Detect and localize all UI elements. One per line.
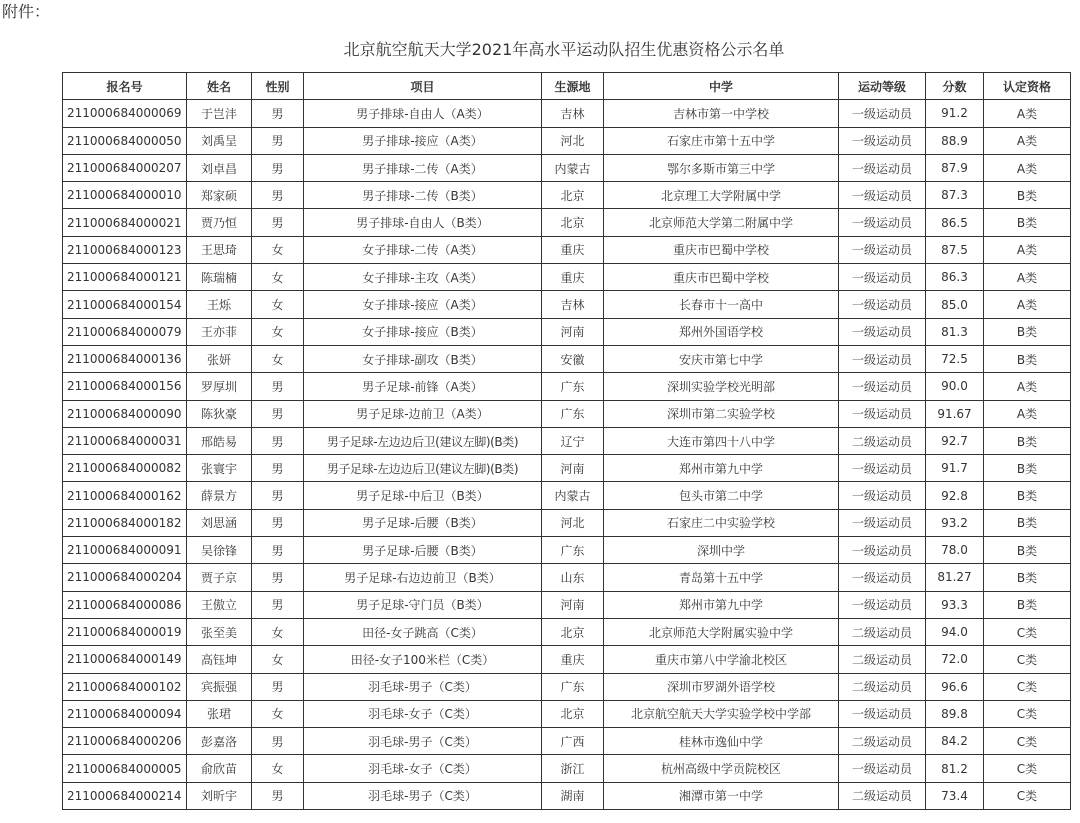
- athlete-level-cell: 一级运动员: [839, 100, 926, 127]
- name-cell: 俞欣苗: [187, 755, 252, 782]
- event-cell: 男子足球-前锋（A类）: [304, 373, 542, 400]
- table-row: [63, 673, 1071, 700]
- gender-cell: 男: [252, 182, 304, 209]
- gender-cell: 男: [252, 100, 304, 127]
- column-header-qualification: 认定资格: [984, 73, 1071, 100]
- school-cell: 重庆市第八中学渝北校区: [604, 646, 839, 673]
- reg-no-cell: 211000684000156: [63, 373, 187, 400]
- name-cell: 王傲立: [187, 591, 252, 618]
- athlete-level-cell: 一级运动员: [839, 400, 926, 427]
- gender-cell: 女: [252, 618, 304, 645]
- name-cell: 宾振强: [187, 673, 252, 700]
- reg-no-cell: 211000684000121: [63, 264, 187, 291]
- reg-no-cell: 211000684000069: [63, 100, 187, 127]
- origin-cell: 安徽: [542, 345, 604, 372]
- score-cell: 72.5: [926, 345, 984, 372]
- score-cell: 92.7: [926, 427, 984, 454]
- qualification-cell: A类: [984, 291, 1071, 318]
- gender-cell: 女: [252, 318, 304, 345]
- origin-cell: 河南: [542, 318, 604, 345]
- score-cell: 92.8: [926, 482, 984, 509]
- column-header-origin: 生源地: [542, 73, 604, 100]
- school-cell: 吉林市第一中学校: [604, 100, 839, 127]
- athlete-level-cell: 一级运动员: [839, 591, 926, 618]
- origin-cell: 河南: [542, 591, 604, 618]
- athlete-level-cell: 一级运动员: [839, 564, 926, 591]
- school-cell: 桂林市逸仙中学: [604, 728, 839, 755]
- qualification-cell: B类: [984, 591, 1071, 618]
- qualification-cell: C类: [984, 673, 1071, 700]
- table-row: [63, 537, 1071, 564]
- origin-cell: 重庆: [542, 264, 604, 291]
- event-cell: 男子排球-自由人（B类）: [304, 209, 542, 236]
- table-row: [63, 100, 1071, 127]
- athlete-level-cell: 二级运动员: [839, 427, 926, 454]
- athlete-level-cell: 一级运动员: [839, 209, 926, 236]
- qualification-cell: B类: [984, 182, 1071, 209]
- table-row: [63, 455, 1071, 482]
- athlete-level-cell: 二级运动员: [839, 673, 926, 700]
- qualification-cell: B类: [984, 509, 1071, 536]
- score-cell: 88.9: [926, 127, 984, 154]
- school-cell: 青岛第十五中学: [604, 564, 839, 591]
- qualification-cell: B类: [984, 318, 1071, 345]
- score-cell: 85.0: [926, 291, 984, 318]
- athlete-level-cell: 一级运动员: [839, 482, 926, 509]
- name-cell: 吴徐锋: [187, 537, 252, 564]
- reg-no-cell: 211000684000204: [63, 564, 187, 591]
- name-cell: 彭嘉洛: [187, 728, 252, 755]
- origin-cell: 重庆: [542, 236, 604, 263]
- origin-cell: 吉林: [542, 291, 604, 318]
- reg-no-cell: 211000684000149: [63, 646, 187, 673]
- table-row: [63, 236, 1071, 263]
- athlete-level-cell: 一级运动员: [839, 182, 926, 209]
- origin-cell: 广东: [542, 400, 604, 427]
- name-cell: 高钰坤: [187, 646, 252, 673]
- column-header-reg-no: 报名号: [63, 73, 187, 100]
- school-cell: 深圳市第二实验学校: [604, 400, 839, 427]
- athlete-level-cell: 一级运动员: [839, 291, 926, 318]
- athlete-level-cell: 一级运动员: [839, 509, 926, 536]
- score-cell: 72.0: [926, 646, 984, 673]
- qualification-cell: C类: [984, 782, 1071, 809]
- gender-cell: 女: [252, 646, 304, 673]
- score-cell: 93.3: [926, 591, 984, 618]
- table-row: [63, 427, 1071, 454]
- school-cell: 包头市第二中学: [604, 482, 839, 509]
- origin-cell: 辽宁: [542, 427, 604, 454]
- table-row: [63, 564, 1071, 591]
- reg-no-cell: 211000684000162: [63, 482, 187, 509]
- school-cell: 鄂尔多斯市第三中学: [604, 154, 839, 181]
- reg-no-cell: 211000684000019: [63, 618, 187, 645]
- reg-no-cell: 211000684000082: [63, 455, 187, 482]
- event-cell: 男子排球-接应（A类）: [304, 127, 542, 154]
- athlete-level-cell: 一级运动员: [839, 345, 926, 372]
- school-cell: 湘潭市第一中学: [604, 782, 839, 809]
- school-cell: 郑州市第九中学: [604, 455, 839, 482]
- gender-cell: 男: [252, 564, 304, 591]
- table-row: [63, 509, 1071, 536]
- score-cell: 90.0: [926, 373, 984, 400]
- reg-no-cell: 211000684000091: [63, 537, 187, 564]
- gender-cell: 男: [252, 728, 304, 755]
- document-title: 北京航空航天大学2021年高水平运动队招生优惠资格公示名单: [343, 40, 785, 59]
- qualification-cell: A类: [984, 127, 1071, 154]
- score-cell: 81.27: [926, 564, 984, 591]
- athlete-level-cell: 二级运动员: [839, 618, 926, 645]
- qualification-cell: B类: [984, 209, 1071, 236]
- origin-cell: 内蒙古: [542, 154, 604, 181]
- origin-cell: 北京: [542, 618, 604, 645]
- reg-no-cell: 211000684000154: [63, 291, 187, 318]
- name-cell: 陈狄豪: [187, 400, 252, 427]
- gender-cell: 男: [252, 400, 304, 427]
- school-cell: 深圳中学: [604, 537, 839, 564]
- reg-no-cell: 211000684000005: [63, 755, 187, 782]
- name-cell: 罗厚圳: [187, 373, 252, 400]
- column-header-school: 中学: [604, 73, 839, 100]
- athlete-level-cell: 一级运动员: [839, 264, 926, 291]
- table-row: [63, 728, 1071, 755]
- event-cell: 羽毛球-男子（C类）: [304, 673, 542, 700]
- column-header-name: 姓名: [187, 73, 252, 100]
- school-cell: 深圳市罗湖外语学校: [604, 673, 839, 700]
- score-cell: 78.0: [926, 537, 984, 564]
- gender-cell: 女: [252, 236, 304, 263]
- school-cell: 石家庄二中实验学校: [604, 509, 839, 536]
- gender-cell: 男: [252, 209, 304, 236]
- qualification-cell: C类: [984, 700, 1071, 727]
- event-cell: 男子排球-二传（B类）: [304, 182, 542, 209]
- qualification-cell: B类: [984, 455, 1071, 482]
- reg-no-cell: 211000684000021: [63, 209, 187, 236]
- table-row: [63, 318, 1071, 345]
- athlete-level-cell: 二级运动员: [839, 782, 926, 809]
- origin-cell: 广东: [542, 673, 604, 700]
- origin-cell: 浙江: [542, 755, 604, 782]
- event-cell: 田径-女子100米栏（C类）: [304, 646, 542, 673]
- athlete-level-cell: 一级运动员: [839, 154, 926, 181]
- reg-no-cell: 211000684000050: [63, 127, 187, 154]
- score-cell: 89.8: [926, 700, 984, 727]
- athlete-level-cell: 二级运动员: [839, 728, 926, 755]
- school-cell: 安庆市第七中学: [604, 345, 839, 372]
- gender-cell: 男: [252, 673, 304, 700]
- name-cell: 王亦菲: [187, 318, 252, 345]
- name-cell: 王烁: [187, 291, 252, 318]
- athlete-level-cell: 一级运动员: [839, 455, 926, 482]
- qualification-cell: C类: [984, 618, 1071, 645]
- qualification-cell: A类: [984, 373, 1071, 400]
- event-cell: 田径-女子跳高（C类）: [304, 618, 542, 645]
- reg-no-cell: 211000684000010: [63, 182, 187, 209]
- score-cell: 87.9: [926, 154, 984, 181]
- gender-cell: 男: [252, 537, 304, 564]
- name-cell: 邢皓易: [187, 427, 252, 454]
- table-row: [63, 291, 1071, 318]
- event-cell: 女子排球-二传（A类）: [304, 236, 542, 263]
- event-cell: 羽毛球-女子（C类）: [304, 700, 542, 727]
- name-cell: 张妍: [187, 345, 252, 372]
- school-cell: 深圳实验学校光明部: [604, 373, 839, 400]
- school-cell: 石家庄市第十五中学: [604, 127, 839, 154]
- gender-cell: 女: [252, 291, 304, 318]
- table-row: [63, 400, 1071, 427]
- gender-cell: 男: [252, 782, 304, 809]
- school-cell: 北京师范大学第二附属中学: [604, 209, 839, 236]
- name-cell: 张寰宇: [187, 455, 252, 482]
- reg-no-cell: 211000684000182: [63, 509, 187, 536]
- gender-cell: 女: [252, 264, 304, 291]
- qualification-cell: C类: [984, 728, 1071, 755]
- qualification-cell: C类: [984, 646, 1071, 673]
- column-header-gender: 性别: [252, 73, 304, 100]
- name-cell: 贾乃恒: [187, 209, 252, 236]
- athlete-level-cell: 一级运动员: [839, 373, 926, 400]
- score-cell: 91.7: [926, 455, 984, 482]
- score-cell: 94.0: [926, 618, 984, 645]
- qualification-cell: A类: [984, 264, 1071, 291]
- column-header-athlete-level: 运动等级: [839, 73, 926, 100]
- school-cell: 大连市第四十八中学: [604, 427, 839, 454]
- origin-cell: 广东: [542, 537, 604, 564]
- event-cell: 女子排球-副攻（B类）: [304, 345, 542, 372]
- qualification-cell: A类: [984, 400, 1071, 427]
- gender-cell: 女: [252, 700, 304, 727]
- reg-no-cell: 211000684000136: [63, 345, 187, 372]
- event-cell: 男子排球-二传（A类）: [304, 154, 542, 181]
- origin-cell: 吉林: [542, 100, 604, 127]
- event-cell: 男子足球-后腰（B类）: [304, 509, 542, 536]
- qualification-cell: B类: [984, 537, 1071, 564]
- athlete-level-cell: 一级运动员: [839, 318, 926, 345]
- event-cell: 男子足球-后腰（B类）: [304, 537, 542, 564]
- table-row: [63, 646, 1071, 673]
- reg-no-cell: 211000684000086: [63, 591, 187, 618]
- athlete-level-cell: 一级运动员: [839, 700, 926, 727]
- score-cell: 93.2: [926, 509, 984, 536]
- origin-cell: 北京: [542, 700, 604, 727]
- name-cell: 王思琦: [187, 236, 252, 263]
- table-row: [63, 373, 1071, 400]
- origin-cell: 北京: [542, 182, 604, 209]
- table-row: [63, 700, 1071, 727]
- name-cell: 张珺: [187, 700, 252, 727]
- score-cell: 87.5: [926, 236, 984, 263]
- gender-cell: 男: [252, 373, 304, 400]
- gender-cell: 男: [252, 154, 304, 181]
- school-cell: 郑州市第九中学: [604, 591, 839, 618]
- score-cell: 86.3: [926, 264, 984, 291]
- gender-cell: 男: [252, 127, 304, 154]
- score-cell: 73.4: [926, 782, 984, 809]
- qualification-cell: C类: [984, 755, 1071, 782]
- score-cell: 96.6: [926, 673, 984, 700]
- score-cell: 81.3: [926, 318, 984, 345]
- event-cell: 男子足球-右边边前卫（B类）: [304, 564, 542, 591]
- qualification-cell: B类: [984, 482, 1071, 509]
- reg-no-cell: 211000684000207: [63, 154, 187, 181]
- school-cell: 长春市十一高中: [604, 291, 839, 318]
- reg-no-cell: 211000684000123: [63, 236, 187, 263]
- name-cell: 刘思涵: [187, 509, 252, 536]
- gender-cell: 男: [252, 482, 304, 509]
- table-row: [63, 264, 1071, 291]
- event-cell: 女子排球-接应（A类）: [304, 291, 542, 318]
- athlete-level-cell: 一级运动员: [839, 755, 926, 782]
- qualification-cell: A类: [984, 236, 1071, 263]
- event-cell: 男子足球-左边边后卫(建议左脚)(B类): [304, 455, 542, 482]
- gender-cell: 男: [252, 591, 304, 618]
- name-cell: 陈瑞楠: [187, 264, 252, 291]
- gender-cell: 男: [252, 455, 304, 482]
- school-cell: 杭州高级中学贡院校区: [604, 755, 839, 782]
- name-cell: 刘卓昌: [187, 154, 252, 181]
- qualification-cell: A类: [984, 100, 1071, 127]
- event-cell: 男子排球-自由人（A类）: [304, 100, 542, 127]
- athlete-level-cell: 一级运动员: [839, 127, 926, 154]
- origin-cell: 山东: [542, 564, 604, 591]
- qualification-cell: B类: [984, 345, 1071, 372]
- reg-no-cell: 211000684000079: [63, 318, 187, 345]
- origin-cell: 广东: [542, 373, 604, 400]
- table-row: [63, 782, 1071, 809]
- name-cell: 刘禹呈: [187, 127, 252, 154]
- table-row: [63, 618, 1071, 645]
- event-cell: 男子足球-中后卫（B类）: [304, 482, 542, 509]
- event-cell: 男子足球-边前卫（A类）: [304, 400, 542, 427]
- reg-no-cell: 211000684000214: [63, 782, 187, 809]
- table-row: [63, 127, 1071, 154]
- event-cell: 女子排球-接应（B类）: [304, 318, 542, 345]
- event-cell: 女子排球-主攻（A类）: [304, 264, 542, 291]
- column-header-score: 分数: [926, 73, 984, 100]
- score-cell: 91.67: [926, 400, 984, 427]
- score-cell: 91.2: [926, 100, 984, 127]
- reg-no-cell: 211000684000206: [63, 728, 187, 755]
- reg-no-cell: 211000684000094: [63, 700, 187, 727]
- table-row: [63, 755, 1071, 782]
- athlete-level-cell: 二级运动员: [839, 646, 926, 673]
- attachment-label: 附件：: [2, 2, 51, 21]
- school-cell: 北京理工大学附属中学: [604, 182, 839, 209]
- score-cell: 84.2: [926, 728, 984, 755]
- event-cell: 男子足球-左边边后卫(建议左脚)(B类): [304, 427, 542, 454]
- name-cell: 于岂沣: [187, 100, 252, 127]
- origin-cell: 湖南: [542, 782, 604, 809]
- origin-cell: 北京: [542, 209, 604, 236]
- reg-no-cell: 211000684000031: [63, 427, 187, 454]
- qualification-cell: B类: [984, 564, 1071, 591]
- table-row: [63, 591, 1071, 618]
- origin-cell: 广西: [542, 728, 604, 755]
- event-cell: 羽毛球-男子（C类）: [304, 728, 542, 755]
- event-cell: 男子足球-守门员（B类）: [304, 591, 542, 618]
- event-cell: 羽毛球-女子（C类）: [304, 755, 542, 782]
- school-cell: 郑州外国语学校: [604, 318, 839, 345]
- origin-cell: 河北: [542, 509, 604, 536]
- table-header-row: [63, 73, 1071, 100]
- qualification-cell: A类: [984, 154, 1071, 181]
- score-cell: 87.3: [926, 182, 984, 209]
- name-cell: 郑家硕: [187, 182, 252, 209]
- table-body: [63, 100, 1071, 810]
- athlete-level-cell: 一级运动员: [839, 236, 926, 263]
- table-row: [63, 482, 1071, 509]
- gender-cell: 女: [252, 755, 304, 782]
- score-cell: 86.5: [926, 209, 984, 236]
- school-cell: 重庆市巴蜀中学校: [604, 236, 839, 263]
- origin-cell: 河北: [542, 127, 604, 154]
- name-cell: 薛景方: [187, 482, 252, 509]
- school-cell: 北京航空航天大学实验学校中学部: [604, 700, 839, 727]
- column-header-event: 项目: [304, 73, 542, 100]
- table-row: [63, 209, 1071, 236]
- table-row: [63, 345, 1071, 372]
- name-cell: 刘昕宇: [187, 782, 252, 809]
- reg-no-cell: 211000684000102: [63, 673, 187, 700]
- qualification-cell: B类: [984, 427, 1071, 454]
- name-cell: 张至美: [187, 618, 252, 645]
- athlete-level-cell: 一级运动员: [839, 537, 926, 564]
- score-cell: 81.2: [926, 755, 984, 782]
- table-row: [63, 182, 1071, 209]
- roster-table: [62, 72, 1071, 810]
- origin-cell: 重庆: [542, 646, 604, 673]
- origin-cell: 河南: [542, 455, 604, 482]
- gender-cell: 女: [252, 345, 304, 372]
- school-cell: 北京师范大学附属实验中学: [604, 618, 839, 645]
- table-row: [63, 154, 1071, 181]
- origin-cell: 内蒙古: [542, 482, 604, 509]
- gender-cell: 男: [252, 427, 304, 454]
- school-cell: 重庆市巴蜀中学校: [604, 264, 839, 291]
- event-cell: 羽毛球-男子（C类）: [304, 782, 542, 809]
- reg-no-cell: 211000684000090: [63, 400, 187, 427]
- name-cell: 贾子京: [187, 564, 252, 591]
- gender-cell: 男: [252, 509, 304, 536]
